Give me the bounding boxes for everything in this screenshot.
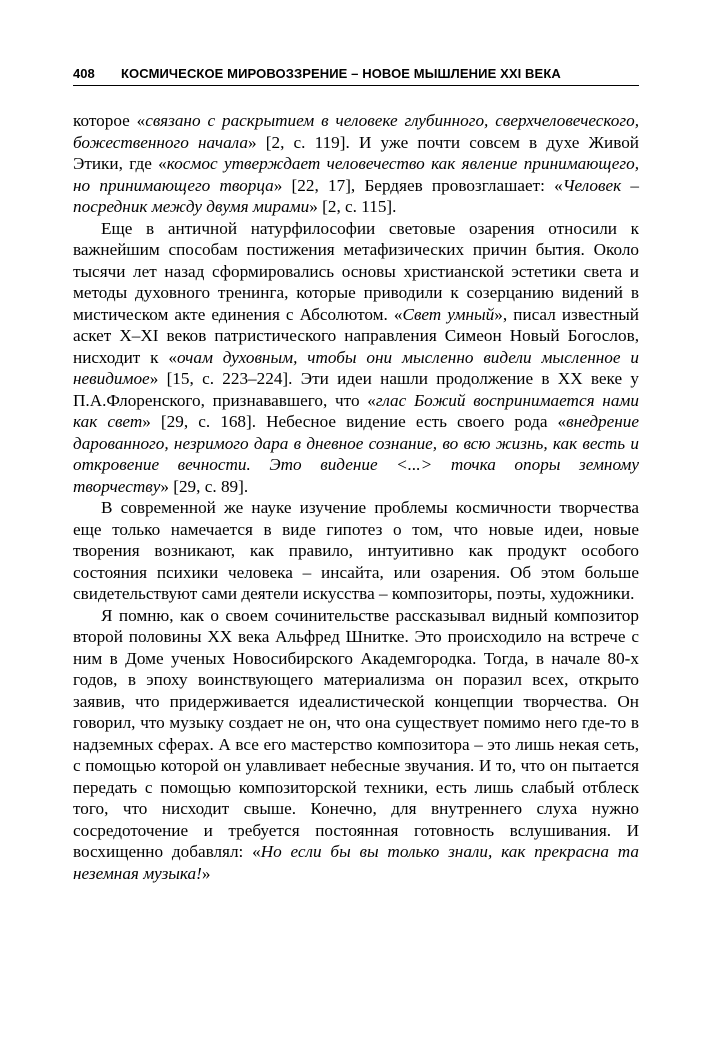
text-run: Я помню, как о своем сочинительстве рассказывал видный композитор второй половины XX века Альфред Шнитке. Это происходило на встрече с ним в Доме ученых Новосибирского Академгородка. Тогда, в начале 80-х годов, в эпоху воинствующего материализма он поразил всех, открыто заявив, что придерживается идеалистической концепции творчества. Он говорил, что музыку создает не он, что она существует помимо него где-то в надземных сферах. А все его мастерство композитора – это лишь некая сеть, с помощью которой он улавливает небесные звучания. И то, что он пытается передать с помощью композиторской техники, есть лишь слабый отблеск того, что нисходит свыше. Конечно, для внутреннего слуха нужно сосредоточение и требуется постоянная готовность вслушивания. И восхищенно добавлял: «	[73, 605, 639, 861]
paragraph-1	[73, 110, 639, 218]
text-run: », писал известный аскет X–XI веков патристического направления Симеон Новый Богослов, нисходит к «	[73, 304, 639, 367]
book-page	[73, 66, 639, 884]
page-number: 408	[73, 66, 95, 81]
italic-quote: внедрение дарованного, незримого дара в дневное сознание, во всю жизнь, как весть и откровение вечности. Это видение <...> точка опоры земному творчеству	[73, 412, 639, 496]
italic-quote: очам духовным, чтобы они мысленно видели мысленное и невидимое	[73, 347, 639, 388]
text-run: В современной же науке изучение проблемы космичности творчества еще только намечается в виде гипотез о том, что новые идеи, новые творения возникают, как правило, интуитивно как продукт особого состояния психики человека – инсайта, или озарения. Об этом больше свидетельствуют сами деятели искусства – композиторы, поэты, художники.	[73, 498, 639, 603]
page-header	[73, 66, 639, 86]
body-text	[73, 110, 639, 884]
text-run: » [29, с. 89].	[160, 476, 249, 496]
paragraph-4	[73, 605, 639, 885]
text-run: Еще в античной натурфилософии световые озарения относили к важнейшим способам постижения метафизических причин бытия. Около тысячи лет назад сформировались основы христианской эстетики света и методы духовного тренинга, которые приводили к созерцанию видений в мистическом акте единения с Абсолютом. «	[73, 218, 639, 324]
italic-quote: Но если бы вы только знали, как прекрасна та неземная музыка!	[73, 842, 639, 883]
running-title: КОСМИЧЕСКОЕ МИРОВОЗЗРЕНИЕ – НОВОЕ МЫШЛЕНИЕ XXI ВЕКА	[121, 66, 561, 81]
text-run: » [22, 17], Бердяев провозглашает: «	[273, 175, 563, 195]
text-run: которое «	[73, 111, 146, 130]
italic-quote: космос утверждает человечество как явление принимающего, но принимающего творца	[73, 154, 639, 195]
text-run: » [2, с. 115].	[309, 197, 397, 216]
italic-quote: связано с раскрытием в человеке глубинного, сверхчеловеческого, божественного начала	[73, 111, 640, 152]
text-run: » [2, с. 119]. И уже почти совсем в духе Живой Этики, где «	[73, 132, 639, 173]
text-run: » [15, с. 223–224]. Эти идеи нашли продолжение в XX веке у П.А.Флоренского, признававшего, что «	[73, 369, 639, 410]
paragraph-2	[73, 218, 639, 498]
italic-quote: Человек – посредник между двумя мирами	[73, 175, 639, 216]
text-run: » [29, с. 168]. Небесное видение есть своего рода «	[142, 412, 567, 431]
italic-quote: глас Божий воспринимается нами как свет	[73, 390, 639, 431]
text-run: »	[201, 863, 211, 883]
paragraph-3	[73, 497, 639, 605]
italic-quote: Свет умный	[402, 304, 495, 324]
